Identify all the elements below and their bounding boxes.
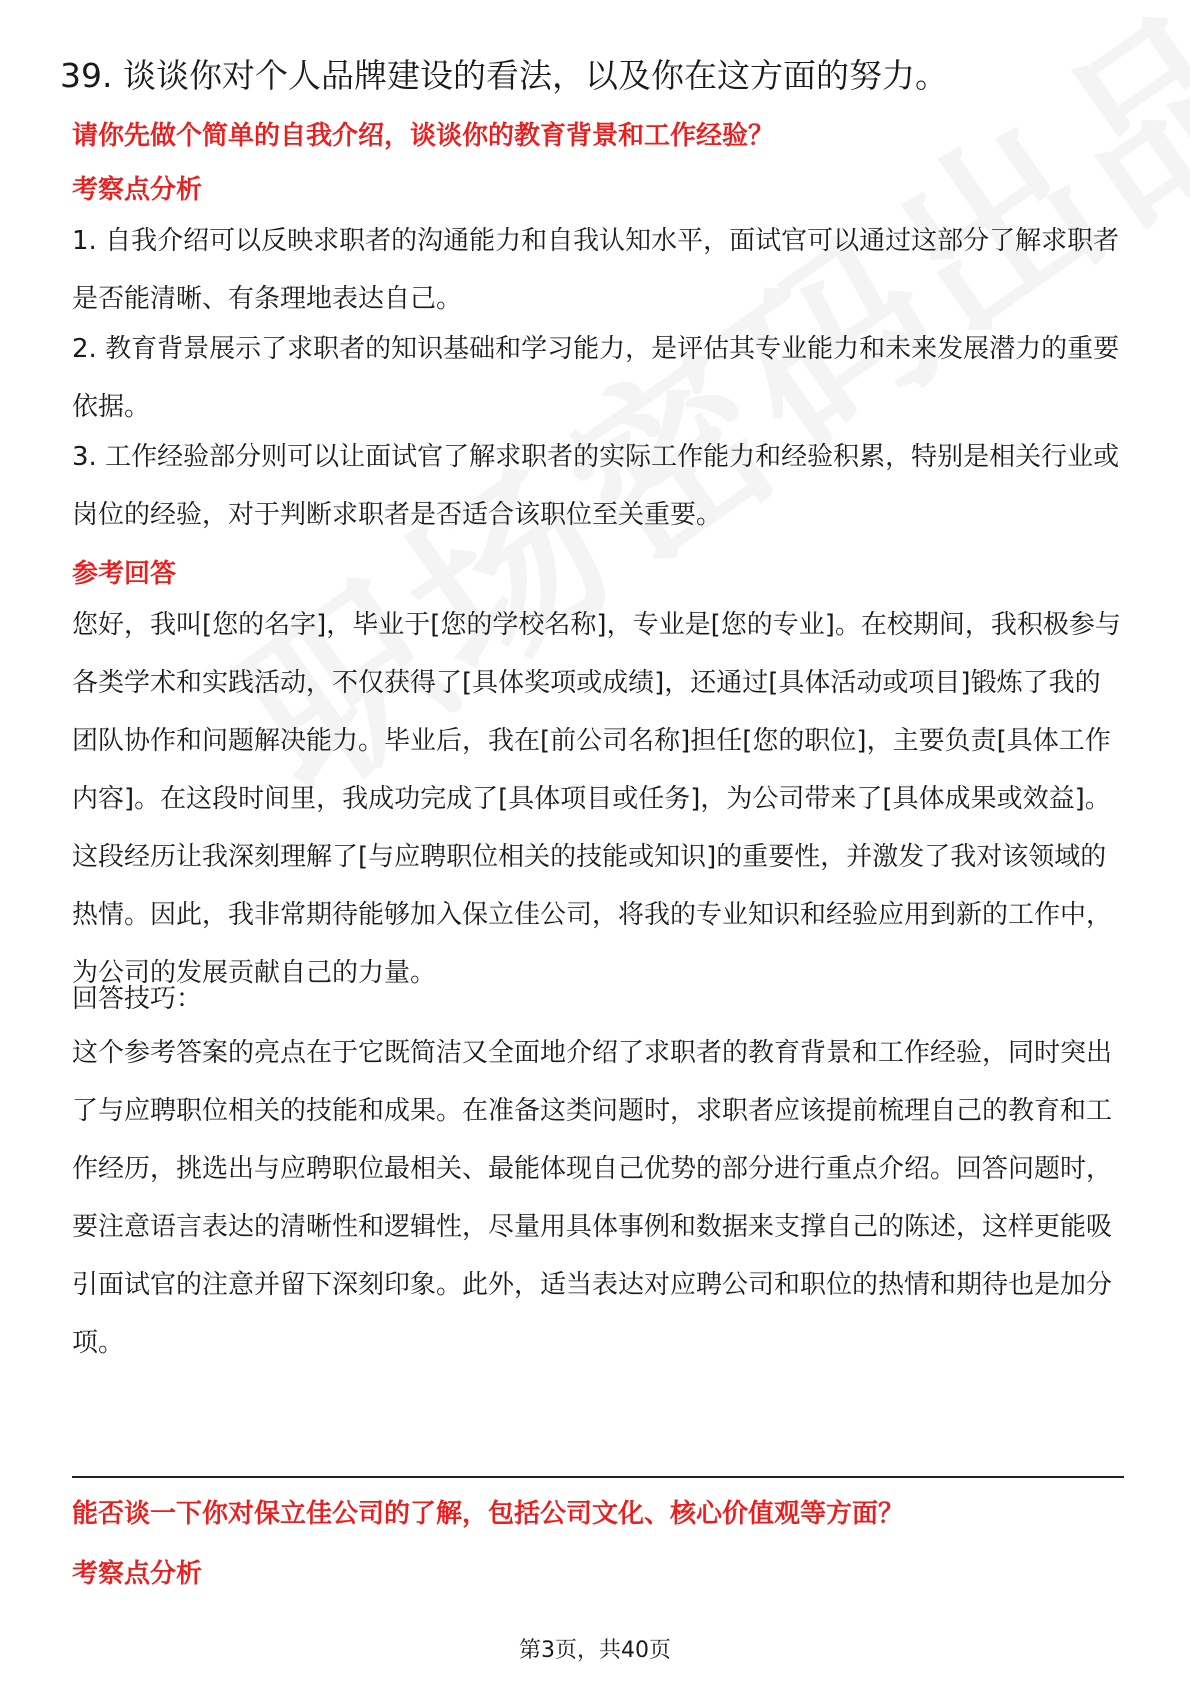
section-divider — [72, 1476, 1124, 1478]
sub-question-2: 能否谈一下你对保立佳公司的了解，包括公司文化、核心价值观等方面？ — [72, 1499, 905, 1529]
analysis-point-3: 3. 工作经验部分则可以让面试官了解求职者的实际工作能力和经验积累，特别是相关行业或岗位的经验，对于判断求职者是否适合该职位至关重要。 — [72, 442, 1120, 530]
page-footer: 第3页，共40页 — [519, 1638, 671, 1663]
analysis-heading-1: 考察点分析 — [72, 175, 203, 205]
analysis-point-2: 2. 教育背景展示了求职者的知识基础和学习能力，是评估其专业能力和未来发展潜力的重要依据。 — [72, 334, 1120, 422]
sub-question-1: 请你先做个简单的自我介绍，谈谈你的教育背景和工作经验？ — [72, 121, 775, 151]
answer-text-1: 您好，我叫[您的名字]，毕业于[您的学校名称]，专业是[您的专业]。在校期间，我积极参与各类学术和实践活动，不仅获得了[具体奖项或成绩]，还通过[具体活动或项目]锻炼了我的团队协作和问题解决能力。毕业后，我在[前公司名称]担任[您的职位]，主要负责[具体工作内容]。在这段时间里，我成功完成了[具体项目或任务]，为公司带来了[具体成果或效益]。这段经历让我深刻理解了[与应聘职位相关的技能或知识]的重要性，并激发了我对该领域的热情。因此，我非常期待能够加入保立佳公司，将我的专业知识和经验应用到新的工作中，为公司的发展贡献自己的力量。 — [72, 610, 1121, 988]
analysis-heading-2: 考察点分析 — [72, 1559, 203, 1589]
tips-heading-1: 回答技巧： — [72, 984, 203, 1014]
answer-heading-1: 参考回答 — [72, 559, 177, 589]
tips-text-1: 这个参考答案的亮点在于它既简洁又全面地介绍了求职者的教育背景和工作经验，同时突出了与应聘职位相关的技能和成果。在准备这类问题时，求职者应该提前梳理自己的教育和工作经历，挑选出与应聘职位最相关、最能体现自己优势的部分进行重点介绍。回答问题时，要注意语言表达的清晰性和逻辑性，尽量用具体事例和数据来支撑自己的陈述，这样更能吸引面试官的注意并留下深刻印象。此外，适当表达对应聘公司和职位的热情和期待也是加分项。 — [72, 1038, 1113, 1358]
analysis-point-1: 1. 自我介绍可以反映求职者的沟通能力和自我认知水平，面试官可以通过这部分了解求职者是否能清晰、有条理地表达自己。 — [72, 226, 1120, 314]
question-title: 39. 谈谈你对个人品牌建设的看法，以及你在这方面的努力。 — [60, 56, 948, 95]
